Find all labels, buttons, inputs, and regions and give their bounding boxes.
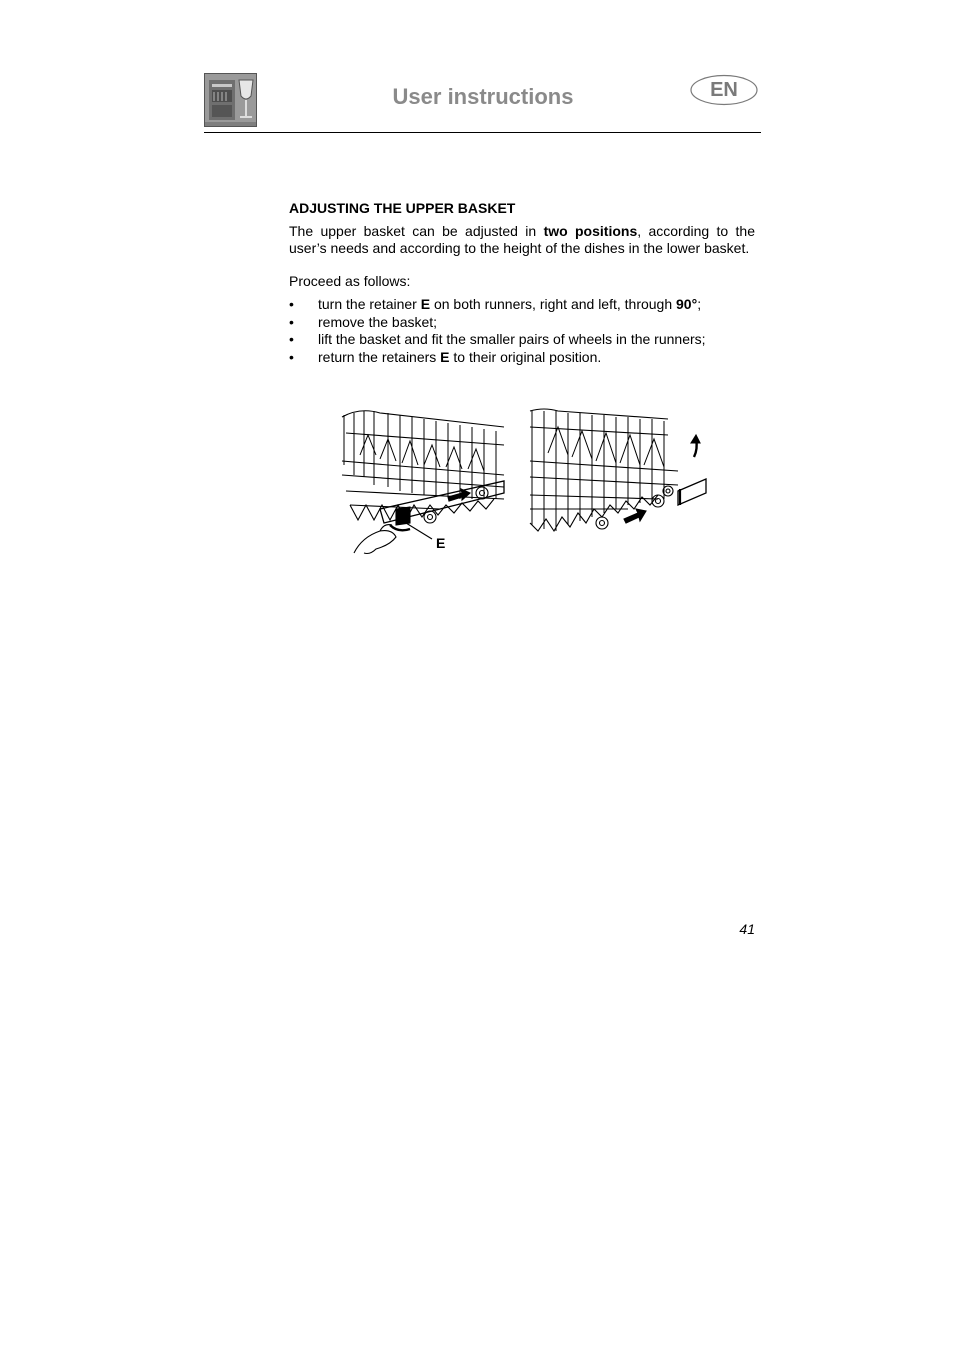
proceed-text: Proceed as follows: <box>289 273 411 289</box>
figure-callout-label: E <box>436 535 446 551</box>
header-divider <box>204 132 761 133</box>
section-adjusting-upper-basket <box>289 200 755 366</box>
step-bold: 90° <box>676 296 698 312</box>
step-bold: E <box>420 296 431 312</box>
bullet-icon: • <box>289 348 294 365</box>
step-text: remove the basket; <box>318 313 438 330</box>
dishwasher-logo-icon <box>204 73 257 127</box>
section-heading: ADJUSTING THE UPPER BASKET <box>289 200 516 216</box>
list-item <box>289 296 755 314</box>
step-text: lift the basket and fit the smaller pairs of wheels in the runners; <box>318 331 706 347</box>
list-item <box>289 331 755 349</box>
list-item <box>289 314 755 332</box>
step-text: on both runners, right and left, through <box>430 296 677 312</box>
page-header-title: User instructions <box>392 84 574 109</box>
bullet-icon: • <box>289 331 294 347</box>
step-bold: E <box>440 348 450 365</box>
list-item <box>289 349 755 367</box>
bullet-icon: • <box>289 296 294 312</box>
intro-bold-two-positions: two positions <box>543 223 638 239</box>
step-text: to their original position. <box>449 348 602 365</box>
language-badge <box>690 74 758 106</box>
basket-retainer-illustration <box>340 405 506 555</box>
basket-lift-illustration <box>528 405 708 555</box>
language-badge-label: EN <box>710 79 738 101</box>
intro-text-1: The upper basket can be adjusted in <box>289 223 544 239</box>
page-number: 41 <box>739 921 755 937</box>
step-text: turn the retainer <box>318 296 421 312</box>
steps-list <box>289 296 755 366</box>
step-text: ; <box>697 296 702 312</box>
bullet-icon: • <box>289 313 294 330</box>
intro-paragraph <box>289 223 755 257</box>
step-text: return the retainers <box>318 348 441 365</box>
intro-text-2: , according to the user’s needs and according to the height of the dishes in the lower basket. <box>289 223 755 256</box>
